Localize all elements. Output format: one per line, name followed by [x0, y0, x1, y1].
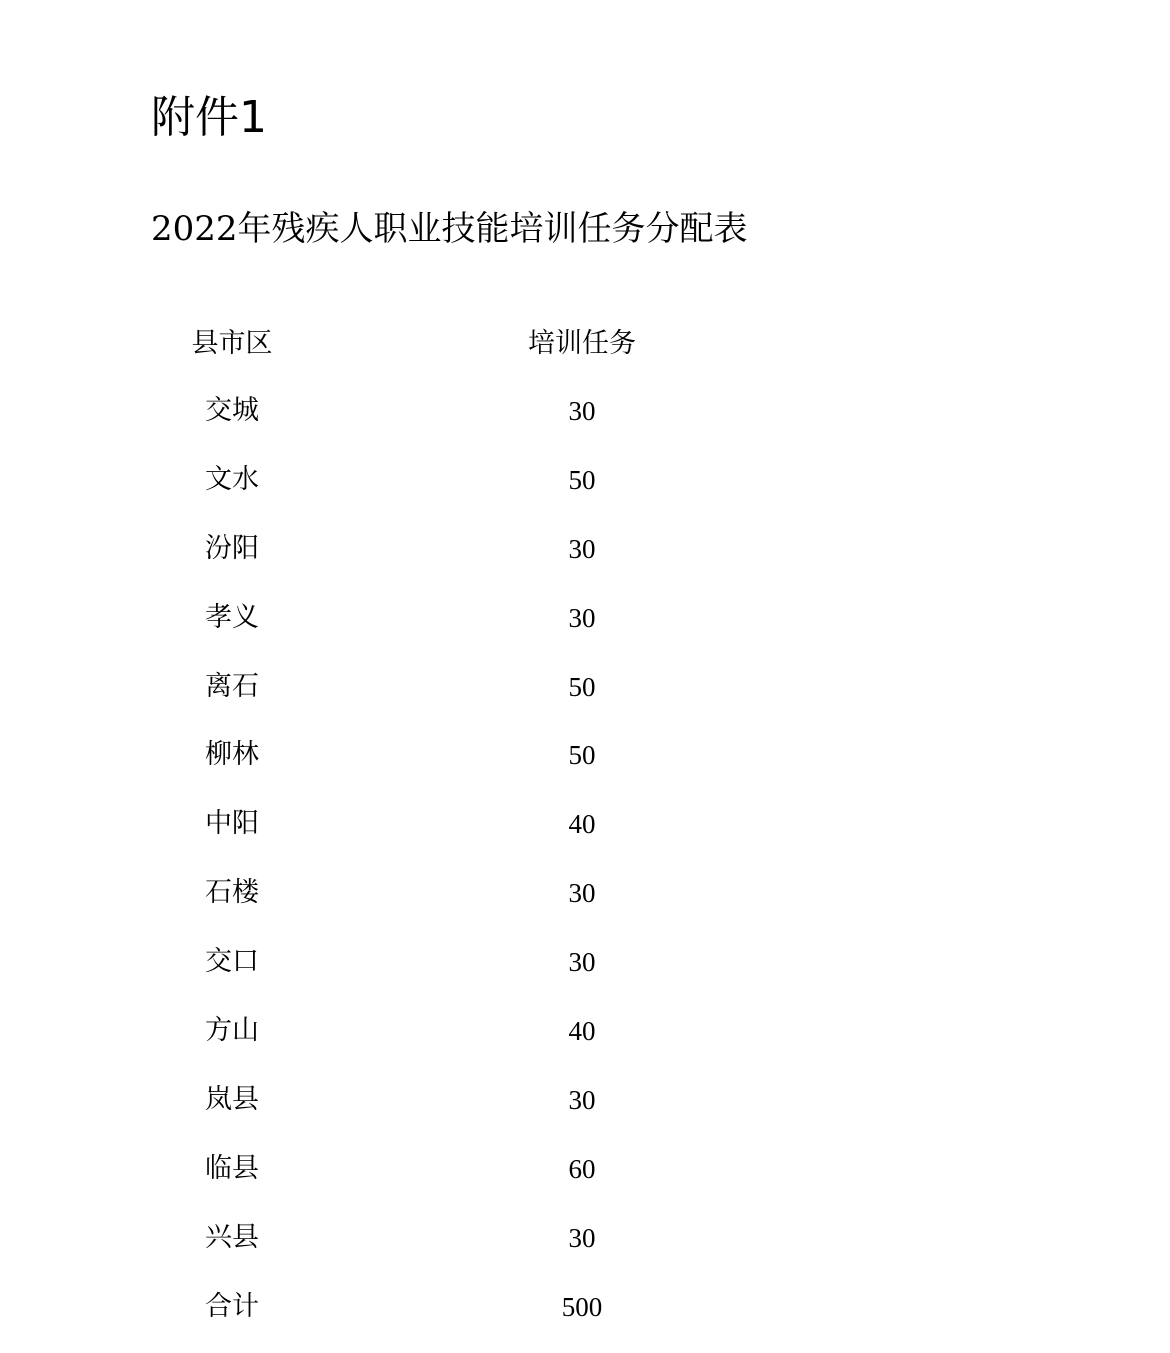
district-cell: 兴县 [205, 1221, 259, 1253]
table-row [0, 871, 1170, 940]
header-district: 县市区 [191, 328, 273, 359]
district-cell: 文水 [205, 463, 259, 495]
district-cell: 方山 [205, 1015, 259, 1047]
table-row [0, 1078, 1170, 1147]
task-cell: 50 [568, 740, 596, 771]
table-row [0, 1216, 1170, 1285]
task-cell: 30 [568, 1084, 596, 1115]
table-row [0, 527, 1170, 596]
district-cell: 石楼 [205, 877, 259, 909]
table-row [0, 665, 1170, 734]
header-training-task: 培训任务 [528, 328, 636, 359]
total-label-cell: 合计 [205, 1290, 259, 1322]
district-cell: 中阳 [205, 808, 259, 840]
district-cell: 交口 [205, 946, 259, 978]
district-cell: 孝义 [205, 601, 259, 633]
attachment-label: 附件1 [151, 92, 267, 143]
table-row [0, 389, 1170, 458]
task-cell: 30 [568, 533, 596, 564]
task-cell: 30 [568, 396, 596, 426]
district-cell: 柳林 [205, 739, 259, 771]
table-row [0, 1009, 1170, 1078]
document-title: 2022年残疾人职业技能培训任务分配表 [151, 209, 748, 249]
task-cell: 40 [568, 1016, 596, 1047]
task-cell: 30 [568, 602, 596, 633]
district-cell: 临县 [205, 1152, 259, 1184]
table-row [0, 1147, 1170, 1216]
table-row [0, 596, 1170, 665]
district-cell: 岚县 [205, 1083, 259, 1115]
table-row [0, 940, 1170, 1009]
district-cell: 汾阳 [205, 532, 259, 564]
task-cell: 30 [568, 878, 596, 909]
task-cell: 40 [568, 809, 596, 840]
district-cell: 交城 [205, 395, 259, 426]
task-cell: 60 [568, 1153, 596, 1184]
table-row [0, 458, 1170, 527]
task-cell: 50 [568, 464, 596, 495]
table-total-row [0, 1285, 1170, 1353]
table-body [0, 389, 1170, 1353]
task-cell: 50 [568, 671, 596, 702]
table-row [0, 733, 1170, 802]
district-cell: 离石 [205, 670, 259, 702]
total-value-cell: 500 [561, 1291, 603, 1322]
task-cell: 30 [568, 947, 596, 978]
task-cell: 30 [568, 1222, 596, 1253]
table-header [0, 322, 1170, 366]
table-row [0, 802, 1170, 871]
